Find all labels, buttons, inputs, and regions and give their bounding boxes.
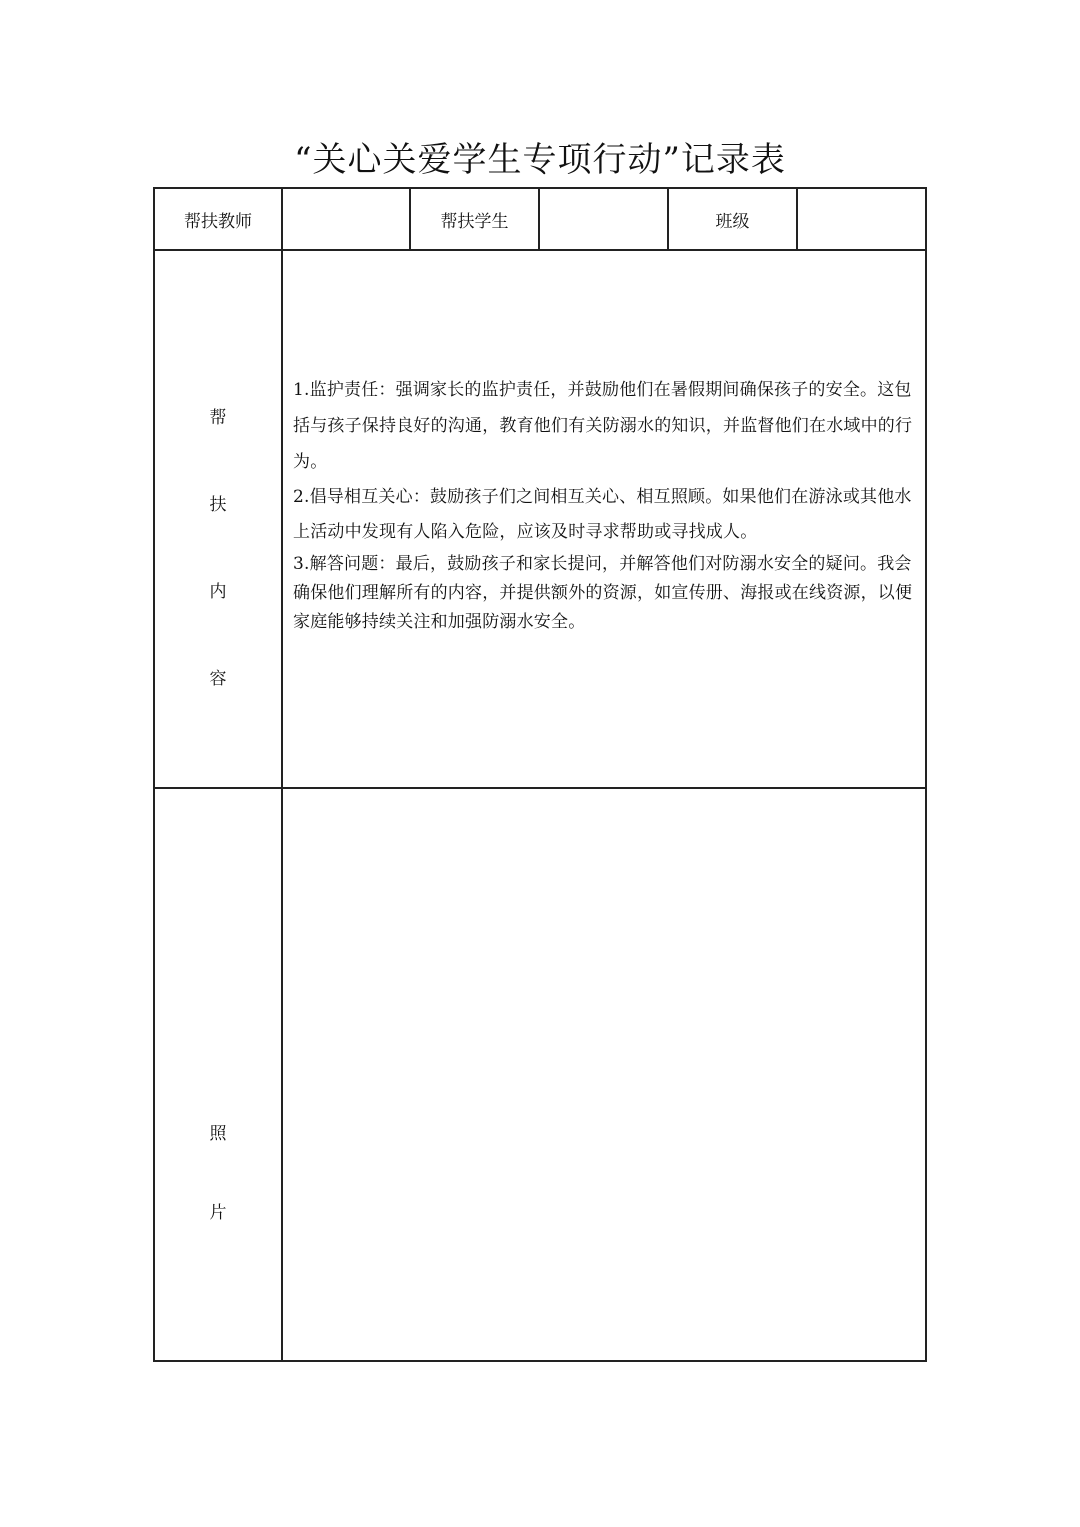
photo-label-char: 片 bbox=[209, 1203, 227, 1223]
content-row bbox=[154, 250, 926, 788]
content-label-char: 容 bbox=[209, 669, 227, 689]
class-label: 班级 bbox=[668, 188, 797, 250]
content-label-char: 扶 bbox=[209, 495, 227, 515]
content-paragraph-2: 2.倡导相互关心：鼓励孩子们之间相互关心、相互照顾。如果他们在游泳或其他水上活动中发现有人陷入危险，应该及时寻求帮助或寻找成人。 bbox=[293, 486, 912, 542]
content-label-char: 帮 bbox=[209, 408, 227, 428]
record-table bbox=[153, 187, 927, 1362]
content-text-area[interactable] bbox=[282, 250, 926, 788]
content-label-char: 内 bbox=[209, 582, 227, 602]
teacher-value-field[interactable] bbox=[282, 188, 410, 250]
photo-area[interactable] bbox=[282, 788, 926, 1361]
photo-row bbox=[154, 788, 926, 1361]
page-title: “关心关爱学生专项行动”记录表 bbox=[294, 140, 786, 180]
photo-label bbox=[154, 788, 282, 1361]
content-label bbox=[154, 250, 282, 788]
photo-label-char: 照 bbox=[209, 1124, 227, 1144]
class-value-field[interactable] bbox=[797, 188, 926, 250]
student-label: 帮扶学生 bbox=[410, 188, 539, 250]
content-paragraph-3: 3.解答问题：最后，鼓励孩子和家长提问，并解答他们对防溺水安全的疑问。我会确保他们理解所有的内容，并提供额外的资源，如宣传册、海报或在线资源，以便家庭能够持续关注和加强防溺水安全。 bbox=[293, 553, 913, 632]
content-paragraph-1: 1.监护责任：强调家长的监护责任，并鼓励他们在暑假期间确保孩子的安全。这包括与孩子保持良好的沟通，教育他们有关防溺水的知识，并监督他们在水域中的行为。 bbox=[293, 379, 913, 472]
student-value-field[interactable] bbox=[539, 188, 668, 250]
header-row bbox=[154, 188, 926, 250]
teacher-label: 帮扶教师 bbox=[154, 188, 282, 250]
